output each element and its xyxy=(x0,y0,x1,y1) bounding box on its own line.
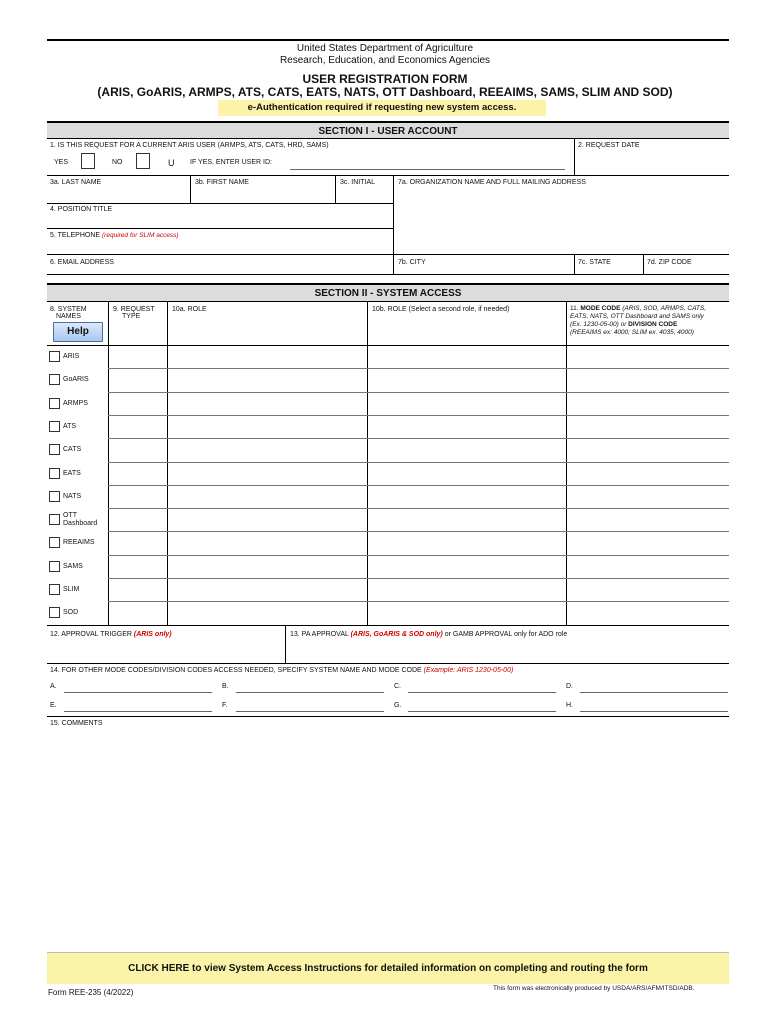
q14-letter-label: A. xyxy=(50,683,57,690)
q14-entry-field[interactable] xyxy=(64,711,212,712)
help-button[interactable]: Help xyxy=(53,322,103,342)
q14-letter-label: F. xyxy=(222,702,228,709)
q14-entry-field[interactable] xyxy=(64,692,212,693)
col10b-label: 10b. ROLE (Select a second role, if needed) xyxy=(372,306,510,313)
yes-checkbox[interactable] xyxy=(81,153,95,169)
system-checkbox[interactable] xyxy=(49,491,60,502)
system-name: SOD xyxy=(63,609,79,617)
system-name: CATS xyxy=(63,446,82,454)
agency-line-1: United States Department of Agriculture xyxy=(296,43,474,54)
system-checkbox[interactable] xyxy=(49,421,60,432)
form-number: Form REE-235 (4/2022) xyxy=(48,988,134,997)
request-date-field[interactable] xyxy=(578,152,726,172)
q14-entry-field[interactable] xyxy=(408,711,556,712)
system-checkbox[interactable] xyxy=(49,351,60,362)
q4-label: 4. POSITION TITLE xyxy=(50,206,113,213)
no-label: NO xyxy=(112,159,123,166)
system-checkbox[interactable] xyxy=(49,514,60,525)
col9-label-2: TYPE xyxy=(122,313,141,320)
q14-letter-label: G. xyxy=(394,702,402,709)
q14-label: 14. FOR OTHER MODE CODES/DIVISION CODES ACCESS NEEDED, SPECIFY SYSTEM NAME AND MODE CODE (Example: ARIS 1230-05-00) xyxy=(50,667,514,674)
if-yes-label: IF YES, ENTER USER ID: xyxy=(190,159,272,166)
col9-label-1: 9. REQUEST xyxy=(113,306,155,313)
system-name: EATS xyxy=(63,469,81,477)
col8-label-2: NAMES xyxy=(56,313,81,320)
eauth-notice: e-Authentication required if requesting new system access. xyxy=(218,100,546,116)
q13-label: 13. PA APPROVAL (ARIS, GoARIS & SOD only) or GAMB APPROVAL only for ADO role xyxy=(290,631,568,638)
q12-note: (ARIS only) xyxy=(133,631,172,638)
system-checkbox[interactable] xyxy=(49,398,60,409)
system-checkbox[interactable] xyxy=(49,561,60,572)
produced-by: This form was electronically produced by USDA/ARS/AFM/ITSD/ADB. xyxy=(493,985,695,992)
q7c-label: 7c. STATE xyxy=(578,259,611,266)
q5-label: 5. TELEPHONE (required for SLIM access) xyxy=(50,232,179,239)
system-checkbox[interactable] xyxy=(49,468,60,479)
col11-label: 11. MODE CODE (ARIS, SOD, ARMPS, CATS, EATS, NATS, OTT Dashboard and SAMS only (Ex. 1230-05-00) or DIVISION CODE (REEAIMS ex: 4000; SLIM ex. 4035, 4000) xyxy=(570,305,707,336)
system-name: ATS xyxy=(63,422,77,430)
system-name: ARMPS xyxy=(63,399,88,407)
q14-letter-label: B. xyxy=(222,683,229,690)
q15-label: 15. COMMENTS xyxy=(50,720,103,727)
q6-label: 6. EMAIL ADDRESS xyxy=(50,259,114,266)
q14-letter-label: H. xyxy=(566,702,573,709)
agency-line-2: Research, Education, and Economics Agencies xyxy=(279,55,491,66)
system-checkbox[interactable] xyxy=(49,584,60,595)
q14-letter-label: C. xyxy=(394,683,401,690)
system-name: NATS xyxy=(63,492,82,500)
q14-entry-field[interactable] xyxy=(580,711,728,712)
q14-entry-field[interactable] xyxy=(580,692,728,693)
system-checkbox[interactable] xyxy=(49,537,60,548)
q14-entry-field[interactable] xyxy=(236,692,384,693)
section-2-title: SECTION II - SYSTEM ACCESS xyxy=(47,283,729,301)
system-name: OTT Dashboard xyxy=(63,512,98,528)
system-checkbox[interactable] xyxy=(49,607,60,618)
q7a-label: 7a. ORGANIZATION NAME AND FULL MAILING ADDRESS xyxy=(398,179,586,186)
col8-label-1: 8. SYSTEM xyxy=(50,306,87,313)
user-id-field[interactable] xyxy=(290,169,565,170)
system-checkbox[interactable] xyxy=(49,444,60,455)
q14-letter-label: D. xyxy=(566,683,573,690)
comments-field[interactable] xyxy=(47,730,729,945)
top-rule xyxy=(47,39,729,41)
q7b-label: 7b. CITY xyxy=(398,259,426,266)
no-checkbox[interactable] xyxy=(136,153,150,169)
q7d-label: 7d. ZIP CODE xyxy=(647,259,692,266)
q14-letter-label: E. xyxy=(50,702,57,709)
col10a-label: 10a. ROLE xyxy=(172,306,207,313)
section-1-title: SECTION I - USER ACCOUNT xyxy=(47,121,729,138)
system-name: REEAIMS xyxy=(63,539,95,547)
form-title: USER REGISTRATION FORM xyxy=(302,72,468,86)
form-systems-subtitle: (ARIS, GoARIS, ARMPS, ATS, CATS, EATS, NATS, OTT Dashboard, REEAIMS, SAMS, SLIM AND SOD) xyxy=(97,85,673,99)
system-name: SAMS xyxy=(63,562,83,570)
q14-entry-field[interactable] xyxy=(236,711,384,712)
q3c-label: 3c. INITIAL xyxy=(340,179,376,186)
u-label: U xyxy=(168,158,175,168)
system-name: ARIS xyxy=(63,353,80,360)
q14-note: (Example: ARIS 1230-05-00) xyxy=(423,667,514,674)
system-name: SLIM xyxy=(63,586,80,593)
q3a-label: 3a. LAST NAME xyxy=(50,179,102,186)
q5-note: (required for SLIM access) xyxy=(102,232,179,239)
q3b-label: 3b. FIRST NAME xyxy=(195,179,249,186)
q14-entry-field[interactable] xyxy=(408,692,556,693)
q12-label: 12. APPROVAL TRIGGER (ARIS only) xyxy=(50,631,172,638)
system-name: GoARIS xyxy=(63,376,89,384)
q2-label: 2. REQUEST DATE xyxy=(578,142,640,149)
system-checkbox[interactable] xyxy=(49,374,60,385)
yes-label: YES xyxy=(54,159,69,166)
instructions-link[interactable]: CLICK HERE to view System Access Instructions for detailed information on completing and routing the form xyxy=(47,952,729,984)
q1-label: 1. IS THIS REQUEST FOR A CURRENT ARIS USER (ARMPS, ATS, CATS, HRD, SAMS) xyxy=(50,142,329,149)
q13-note: (ARIS, GoARIS & SOD only) xyxy=(350,631,443,638)
